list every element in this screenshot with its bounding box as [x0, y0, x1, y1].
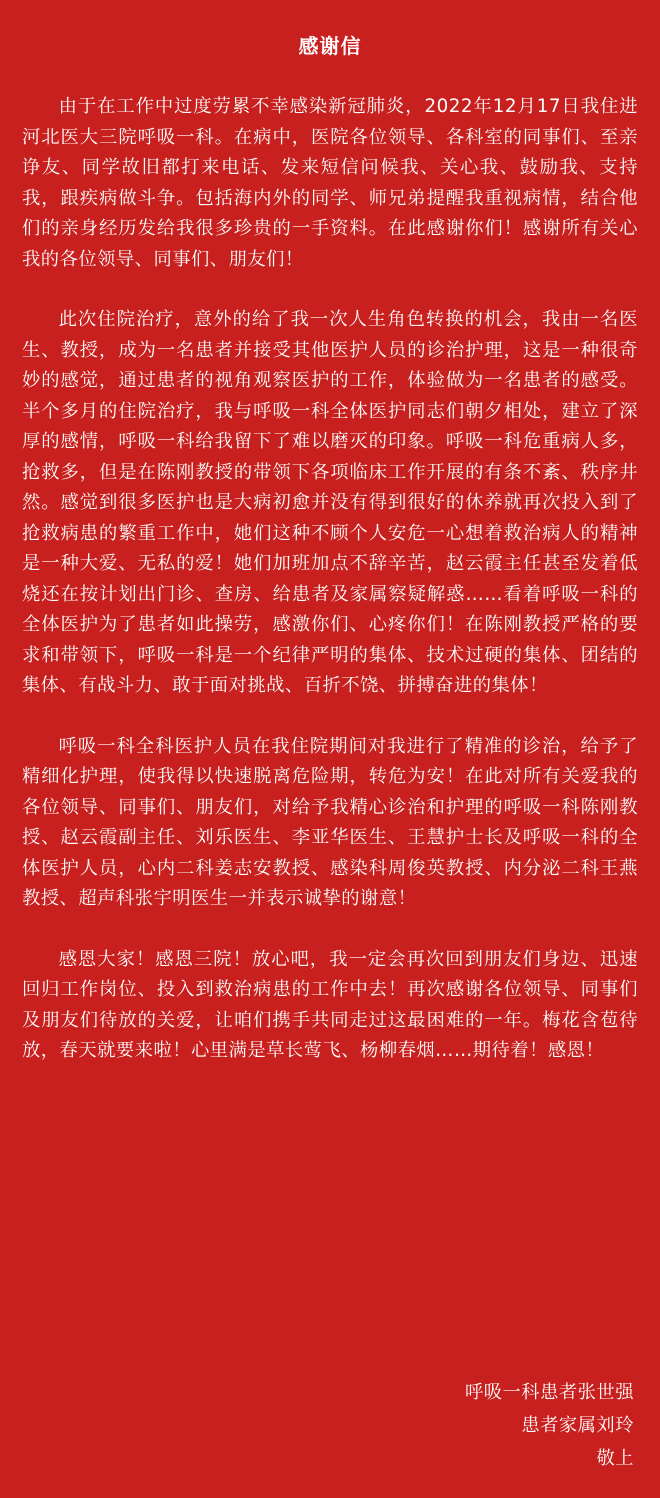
signature-block: [465, 1376, 634, 1475]
paragraph-4: 感恩大家！感恩三院！放心吧，我一定会再次回到朋友们身边、迅速回归工作岗位、投入到救治病患的工作中去！再次感谢各位领导、同事们及朋友们待放的关爱，让咱们携手共同走过这最困难的一年。梅花含苞待放，春天就要来啦！心里满是草长莺飞、杨柳春烟……期待着！感恩！: [22, 948, 638, 1061]
paragraph-3: 呼吸一科全科医护人员在我住院期间对我进行了精准的诊治，给予了精细化护理，使我得以快速脱离危险期，转危为安！在此对所有关爱我的各位领导、同事们、朋友们，对给予我精心诊治和护理的呼吸一科陈刚教授、赵云霞副主任、刘乐医生、李亚华医生、王慧护士长及呼吸一科的全体医护人员，心内二科姜志安教授、感染科周俊英教授、内分泌二科王燕教授、超声科张宇明医生一并表示诚挚的谢意！: [22, 735, 638, 909]
paragraph-1: 由于在工作中过度劳累不幸感染新冠肺炎，2022年12月17日我住进河北医大三院呼吸一科。在病中，医院各位领导、各科室的同事们、至亲诤友、同学故旧都打来电话、发来短信问候我、关心我、鼓励我、支持我，跟疾病做斗争。包括海内外的同学、师兄弟提醒我重视病情，结合他们的亲身经历发给我很多珍贵的一手资料。在此感谢你们！感谢所有关心我的各位领导、同事们、朋友们！: [22, 96, 638, 270]
letter-body: [22, 92, 638, 1097]
letter-title: 感谢信: [298, 34, 362, 58]
signature-family: 患者家属刘玲: [521, 1415, 634, 1436]
signature-closing: 敬上: [596, 1448, 634, 1469]
signature-patient: 呼吸一科患者张世强: [464, 1382, 634, 1403]
paragraph-2: 此次住院治疗，意外的给了我一次人生角色转换的机会，我由一名医生、教授，成为一名患者并接受其他医护人员的诊治护理，这是一种很奇妙的感觉，通过患者的视角观察医护的工作，体验做为一名患者的感受。半个多月的住院治疗，我与呼吸一科全体医护同志们朝夕相处，建立了深厚的感情，呼吸一科给我留下了难以磨灭的印象。呼吸一科危重病人多，抢救多，但是在陈刚教授的带领下各项临床工作开展的有条不紊、秩序井然。感觉到很多医护也是大病初愈并没有得到很好的休养就再次投入到了抢救病患的繁重工作中，她们这种不顾个人安危一心想着救治病人的精神是一种大爱、无私的爱！她们加班加点不辞辛苦，赵云霞主任甚至发着低烧还在按计划出门诊、查房、给患者及家属察疑解惑……看着呼吸一科的全体医护为了患者如此操劳，感激你们、心疼你们！在陈刚教授严格的要求和带领下，呼吸一科是一个纪律严明的集体、技术过硬的集体、团结的集体、有战斗力、敢于面对挑战、百折不饶、拼搏奋进的集体！: [22, 309, 638, 696]
